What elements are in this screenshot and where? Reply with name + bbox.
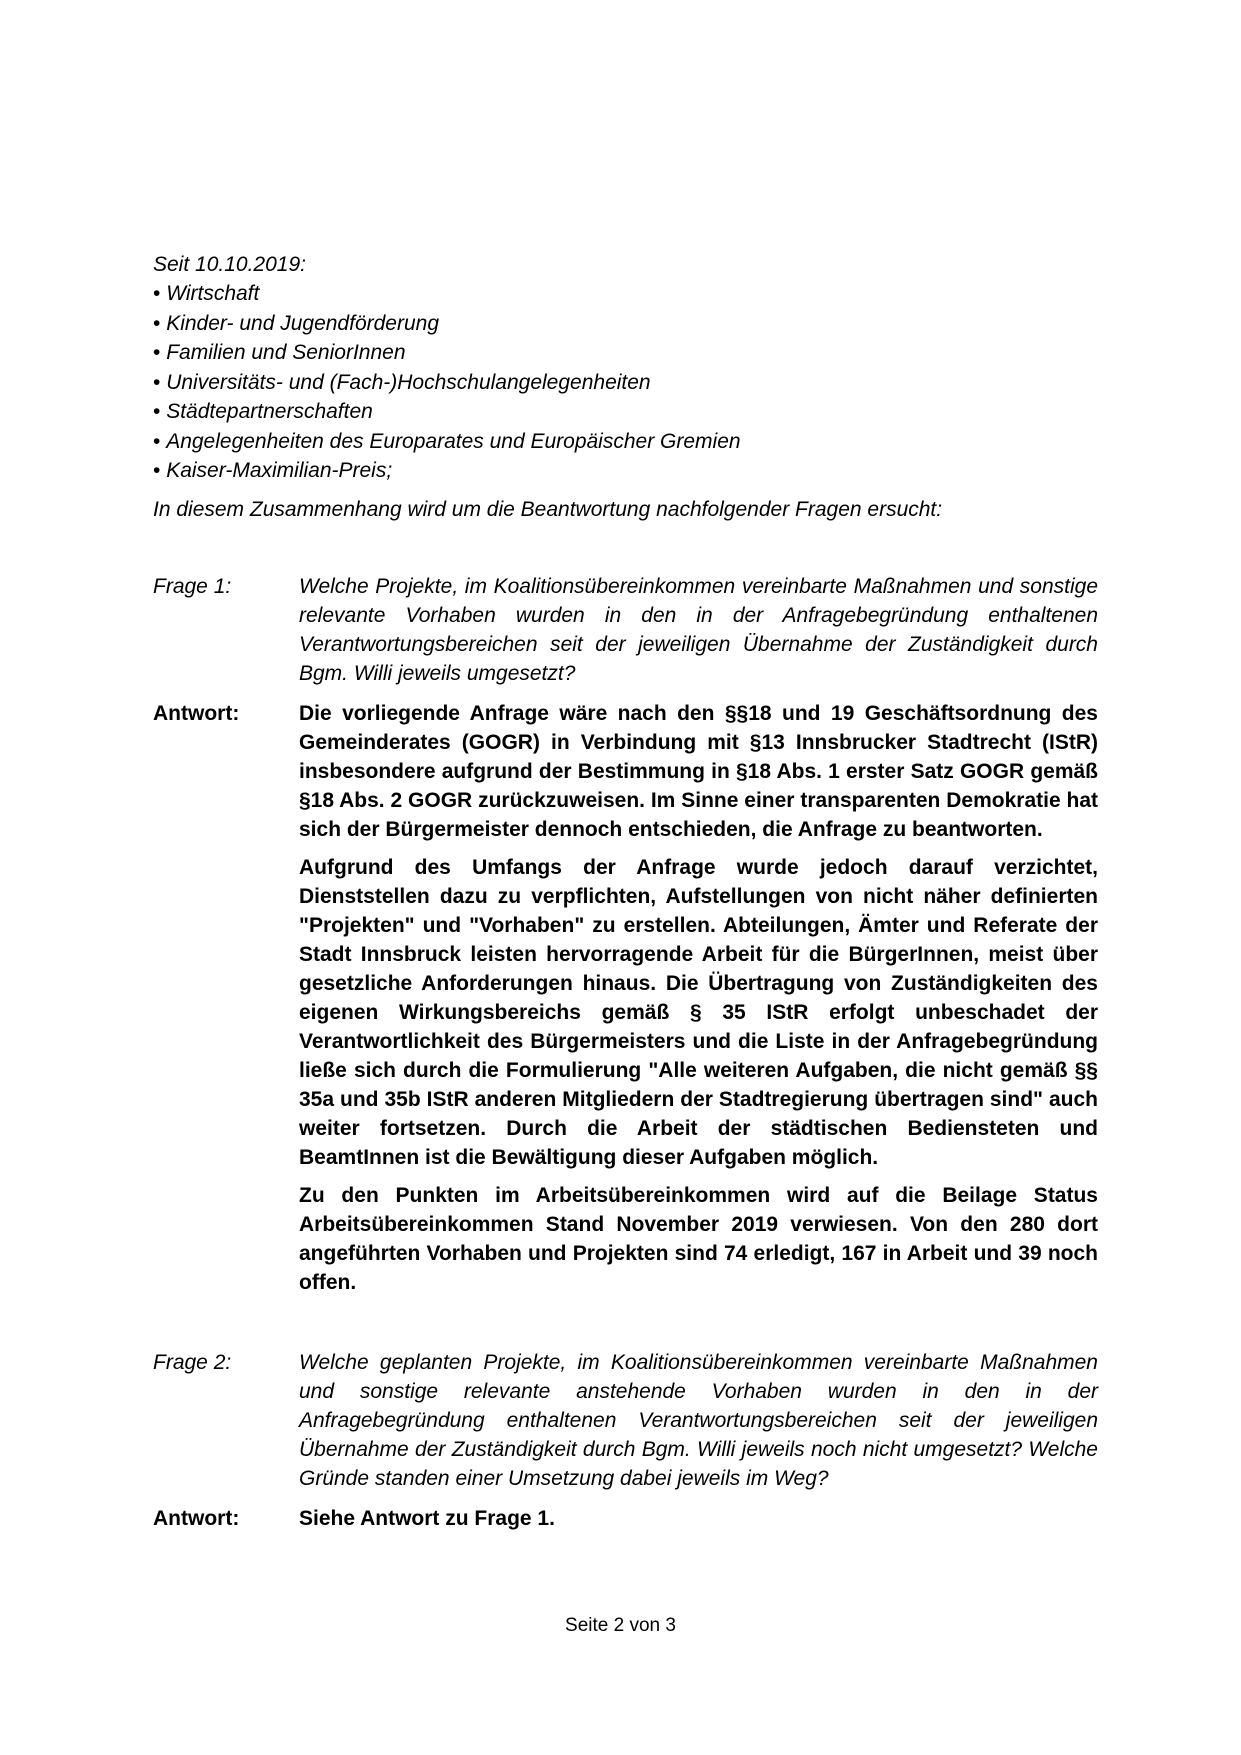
document-page	[153, 250, 1098, 1533]
date-line: Seit 10.10.2019:	[153, 253, 306, 276]
answer-1-paragraph: Zu den Punkten im Arbeitsübereinkommen wird auf die Beilage Status Arbeitsübereinkommen Stand November 2019 verwiesen. Von den 280 dort angeführten Vorhaben und Projekten sind 74 erledigt, 167 in Arbeit und 39 noch offen.	[299, 1183, 1098, 1294]
list-item: • Familien und SeniorInnen	[153, 338, 1098, 368]
question-2-label: Frage 2:	[153, 1350, 232, 1374]
answer-1-label: Antwort:	[153, 701, 240, 725]
answer-2	[153, 1504, 1098, 1533]
intro-closing: In diesem Zusammenhang wird um die Beantwortung nachfolgender Fragen ersucht:	[153, 497, 943, 521]
intro-section	[153, 250, 1098, 524]
answer-1	[153, 699, 1098, 1297]
responsibility-list	[153, 279, 1098, 486]
list-item: • Angelegenheiten des Europarates und Europäischer Gremien	[153, 427, 1098, 457]
question-1-text: Welche Projekte, im Koalitionsübereinkommen vereinbarte Maßnahmen und sonstige relevante Vorhaben wurden in den in der Anfragebegründung enthaltenen Verantwortungsbereichen seit der jeweiligen Übernahme der Zuständigkeit durch Bgm. Willi jeweils umgesetzt?	[299, 574, 1098, 685]
list-item: • Wirtschaft	[153, 279, 1098, 309]
answer-2-label: Antwort:	[153, 1506, 240, 1530]
list-item: • Kaiser-Maximilian-Preis;	[153, 456, 1098, 486]
list-item: • Kinder- und Jugendförderung	[153, 309, 1098, 339]
answer-1-paragraph: Aufgrund des Umfangs der Anfrage wurde jedoch darauf verzichtet, Dienststellen dazu zu verpflichten, Aufstellungen von nicht näher definierten "Projekten" und "Vorhaben" zu erstellen. Abteilungen, Ämter und Referate der Stadt Innsbruck leisten hervorragende Arbeit für die BürgerInnen, meist über gesetzliche Anforderungen hinaus. Die Übertragung von Zuständigkeiten des eigenen Wirkungsbereichs gemäß § 35 IStR erfolgt unbeschadet der Verantwortlichkeit des Bürgermeisters und die Liste in der Anfragebegründung ließe sich durch die Formulierung "Alle weiteren Aufgaben, die nicht gemäß §§ 35a und 35b IStR anderen Mitgliedern der Stadtregierung übertragen sind" auch weiter fortsetzen. Durch die Arbeit der städtischen Bediensteten und BeamtInnen ist die Bewältigung dieser Aufgaben möglich.	[299, 855, 1098, 1169]
page-footer: Seite 2 von 3	[565, 1615, 676, 1636]
list-item: • Universitäts- und (Fach-)Hochschulangelegenheiten	[153, 368, 1098, 398]
question-2-text: Welche geplanten Projekte, im Koalitionsübereinkommen vereinbarte Maßnahmen und sonstige relevante anstehende Vorhaben wurden in den in der Anfragebegründung enthaltenen Verantwortungsbereichen seit der jeweiligen Übernahme der Zuständigkeit durch Bgm. Willi jeweils noch nicht umgesetzt? Welche Gründe standen einer Umsetzung dabei jeweils im Weg?	[299, 1350, 1098, 1490]
question-2	[153, 1348, 1098, 1493]
list-item: • Städtepartnerschaften	[153, 397, 1098, 427]
question-1-label: Frage 1:	[153, 574, 232, 598]
answer-2-text: Siehe Antwort zu Frage 1.	[299, 1506, 555, 1530]
answer-1-body	[299, 699, 1098, 1297]
answer-1-paragraph: Die vorliegende Anfrage wäre nach den §§18 und 19 Geschäftsordnung des Gemeinderates (GOGR) in Verbindung mit §13 Innsbrucker Stadtrecht (IStR) insbesondere aufgrund der Bestimmung in §18 Abs. 1 erster Satz GOGR gemäß §18 Abs. 2 GOGR zurückzuweisen. Im Sinne einer transparenten Demokratie hat sich der Bürgermeister dennoch entschieden, die Anfrage zu beantworten.	[299, 701, 1098, 841]
question-1	[153, 572, 1098, 688]
